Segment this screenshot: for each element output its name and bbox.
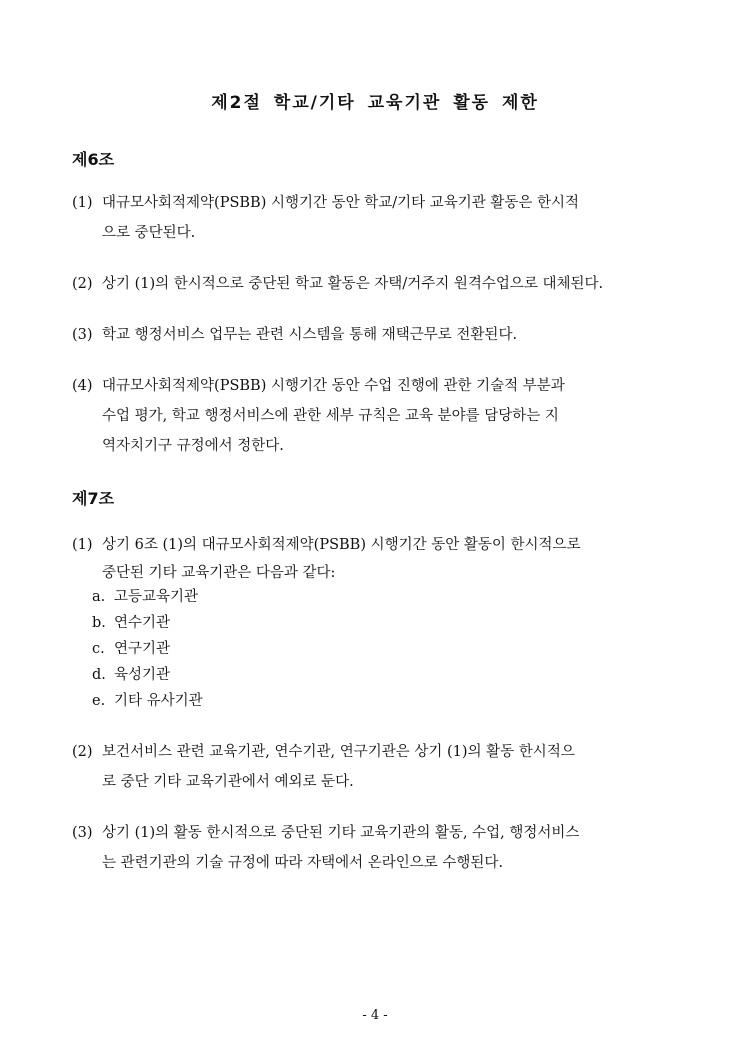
institution-list [92,584,203,714]
article-7-paragraph-2 [72,737,680,797]
paragraph-text: 대규모사회적제약(PSBB) 시행기간 동안 수업 진행에 관한 기술적 부분과 [102,378,565,394]
paragraph-text: 상기 6조 (1)의 대규모사회적제약(PSBB) 시행기간 동안 활동이 한시적으로 [102,537,581,553]
article-6-paragraph-1 [72,188,680,248]
page-number: - 4 - [362,1008,388,1023]
paragraph-number: (2) [72,276,93,292]
paragraph-text: 상기 (1)의 활동 한시적으로 중단된 기타 교육기관의 활동, 수업, 행정서비스 [102,825,580,841]
paragraph-text: 으로 중단된다. [102,225,196,241]
paragraph-text: 학교 행정서비스 업무는 관련 시스템을 통해 재택근무로 전환된다. [102,327,518,343]
article-6-paragraph-2 [72,269,680,299]
article-6-heading: 제6조 [72,150,115,169]
paragraph-number: (4) [72,378,93,394]
article-7-paragraph-3 [72,818,680,878]
list-item: e. 기타 유사기관 [92,693,203,709]
paragraph-number: (1) [72,195,93,211]
list-item: c. 연구기관 [92,641,171,657]
article-6-paragraph-3 [72,320,680,350]
paragraph-text: 보건서비스 관련 교육기관, 연수기관, 연구기관은 상기 (1)의 활동 한시적으 [102,744,575,760]
list-item: b. 연수기관 [92,615,171,631]
paragraph-number: (2) [72,744,93,760]
paragraph-text: 상기 (1)의 한시적으로 중단된 학교 활동은 자택/거주지 원격수업으로 대체된다. [102,276,604,292]
article-7-heading: 제7조 [72,489,115,508]
paragraph-number: (3) [72,825,93,841]
paragraph-text: 중단된 기타 교육기관은 다음과 같다: [102,565,336,581]
paragraph-text: 역자치기구 규정에서 정한다. [102,438,284,454]
paragraph-number: (3) [72,327,93,343]
article-7-paragraph-1 [72,530,680,586]
paragraph-text: 대규모사회적제약(PSBB) 시행기간 동안 학교/기타 교육기관 활동은 한시적 [102,195,580,211]
paragraph-text: 는 관련기관의 기술 규정에 따라 자택에서 온라인으로 수행된다. [102,855,504,871]
paragraph-text: 로 중단 기타 교육기관에서 예외로 둔다. [102,774,354,790]
section-title: 제2절 학교/기타 교육기관 활동 제한 [211,93,539,113]
article-6-paragraph-4 [72,371,680,461]
list-item: a. 고등교육기관 [92,589,199,605]
list-item: d. 육성기관 [92,667,171,683]
paragraph-number: (1) [72,537,93,553]
paragraph-text: 수업 평가, 학교 행정서비스에 관한 세부 규칙은 교육 분야를 담당하는 지 [102,408,559,424]
